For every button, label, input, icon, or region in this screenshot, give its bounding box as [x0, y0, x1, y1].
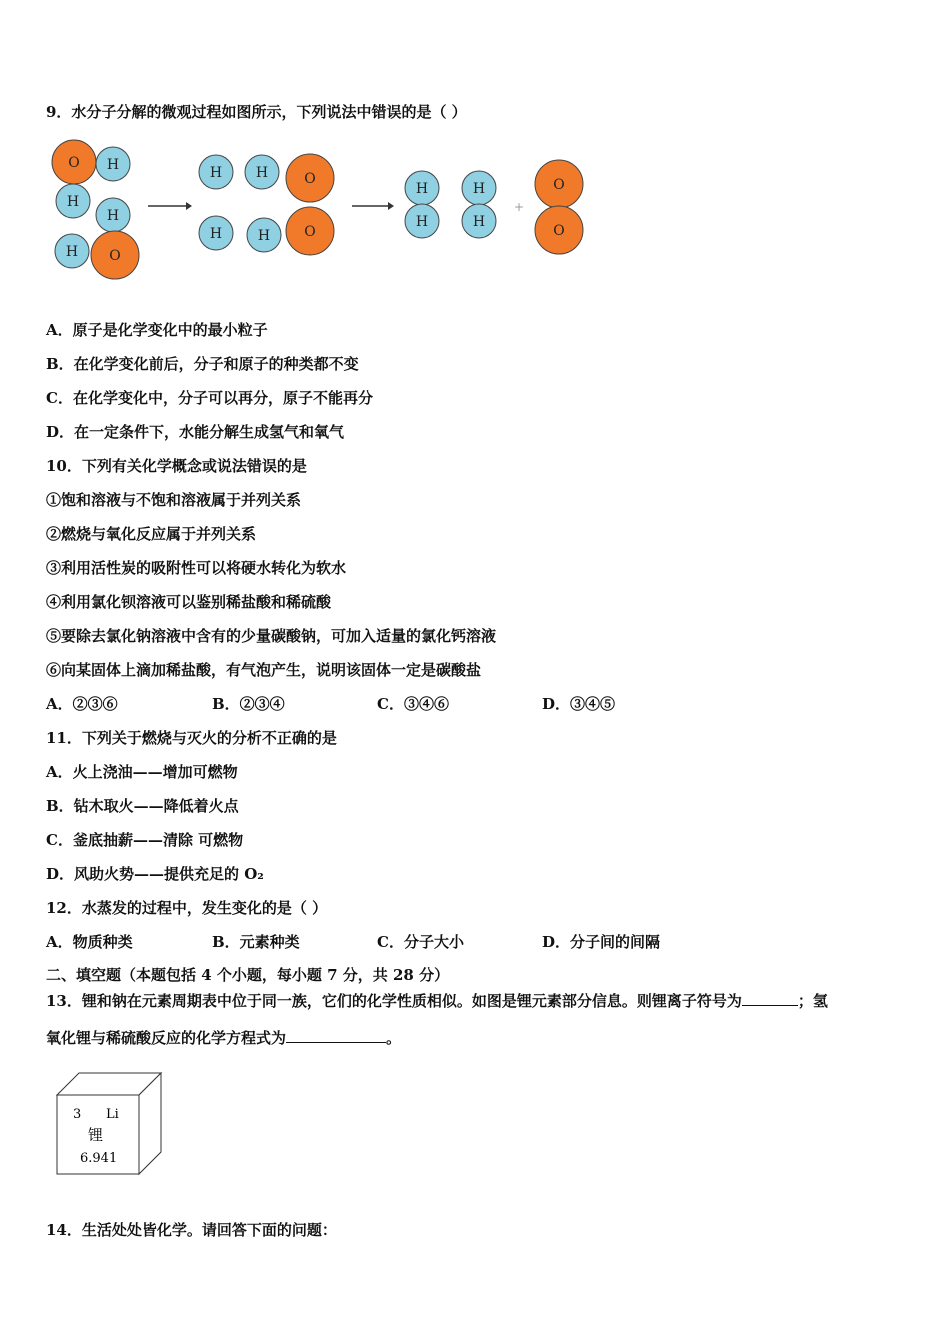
q10-stem: 10．下列有关化学概念或说法错误的是 [46, 457, 307, 475]
atom-label: H [66, 194, 80, 210]
q10-statement: ①饱和溶液与不饱和溶液属于并列关系 [46, 491, 302, 509]
q12-option-c: C．分子大小 [377, 933, 464, 951]
element-symbol: Li [106, 1107, 119, 1122]
q11-option-c: C．釜底抽薪——清除 可燃物 [46, 831, 244, 849]
q12-option-b: B．元素种类 [212, 933, 300, 951]
atom-label: H [106, 208, 120, 224]
q12-options [46, 932, 806, 952]
q14-stem: 14．生活处处皆化学。请回答下面的问题： [46, 1221, 337, 1239]
element-name: 锂 [88, 1126, 104, 1144]
q11-option-d: D．风助火势——提供充足的 O₂ [46, 865, 264, 883]
section-heading: 二、填空题（本题包括 4 个小题，每小题 7 分，共 28 分） [46, 966, 450, 984]
atom-label: H [209, 165, 223, 181]
q10-option-b: B．②③④ [212, 695, 285, 713]
plus-sign: + [514, 200, 525, 214]
q9-option-c: C．在化学变化中，分子可以再分，原子不能再分 [46, 389, 373, 407]
q10-statement: ④利用氯化钡溶液可以鉴别稀盐酸和稀硫酸 [46, 593, 332, 611]
atom-label: H [255, 165, 269, 181]
q13-line1 [46, 991, 910, 1011]
answer-blank[interactable] [742, 1005, 798, 1006]
q12-option-d: D．分子间的间隔 [542, 933, 661, 951]
q10-option-d: D．③④⑤ [542, 695, 616, 713]
q13-text-end: ；氢 [797, 992, 828, 1010]
q13-text-end: 。 [386, 1029, 402, 1047]
q11-option-a: A．火上浇油——增加可燃物 [46, 763, 238, 781]
lithium-element-card [56, 1072, 166, 1176]
atom-label: O [553, 223, 565, 239]
q9-option-a: A．原子是化学变化中的最小粒子 [46, 321, 268, 339]
answer-blank[interactable] [286, 1042, 386, 1043]
q10-option-a: A．②③⑥ [46, 695, 118, 713]
atom-label: O [553, 177, 565, 193]
arrow-right-icon [352, 202, 394, 210]
atom-label: H [415, 181, 429, 197]
q11-stem: 11．下列关于燃烧与灭火的分析不正确的是 [46, 729, 337, 747]
arrow-right-icon [148, 202, 192, 210]
q12-option-a: A．物质种类 [46, 933, 133, 951]
element-mass: 6.941 [80, 1151, 118, 1166]
atom-label: H [257, 228, 271, 244]
q9-option-d: D．在一定条件下，水能分解生成氢气和氧气 [46, 423, 345, 441]
q11-option-b: B．钻木取火——降低着火点 [46, 797, 239, 815]
q10-statement: ②燃烧与氧化反应属于并列关系 [46, 525, 257, 543]
q13-text: 氧化锂与稀硫酸反应的化学方程式为 [46, 1029, 287, 1047]
q10-statement: ⑥向某固体上滴加稀盐酸，有气泡产生，说明该固体一定是碳酸盐 [46, 661, 482, 679]
q10-statement: ⑤要除去氯化钠溶液中含有的少量碳酸钠，可加入适量的氯化钙溶液 [46, 627, 497, 645]
q13-text: 13．锂和钠在元素周期表中位于同一族，它们的化学性质相似。如图是锂元素部分信息。则锂离子符号为 [46, 992, 742, 1010]
atom-label: H [472, 181, 486, 197]
q13-line2 [46, 1028, 401, 1048]
atom-label: H [415, 214, 429, 230]
atom-label: H [472, 214, 486, 230]
atom-label: O [109, 248, 121, 264]
q10-option-c: C．③④⑥ [377, 695, 449, 713]
q10-statement: ③利用活性炭的吸附性可以将硬水转化为软水 [46, 559, 347, 577]
atom-label: O [68, 155, 80, 171]
atom-label: H [65, 244, 79, 260]
q10-options [46, 694, 806, 714]
q12-stem: 12．水蒸发的过程中，发生变化的是（ ） [46, 899, 328, 917]
element-number: 3 [73, 1107, 82, 1122]
atom-label: O [304, 224, 316, 240]
atom-label: O [304, 171, 316, 187]
water-decomposition-diagram [46, 136, 606, 286]
q9-stem: 9．水分子分解的微观过程如图所示，下列说法中错误的是（ ） [46, 103, 467, 121]
q9-option-b: B．在化学变化前后，分子和原子的种类都不变 [46, 355, 359, 373]
atom-label: H [106, 157, 120, 173]
atom-label: H [209, 226, 223, 242]
